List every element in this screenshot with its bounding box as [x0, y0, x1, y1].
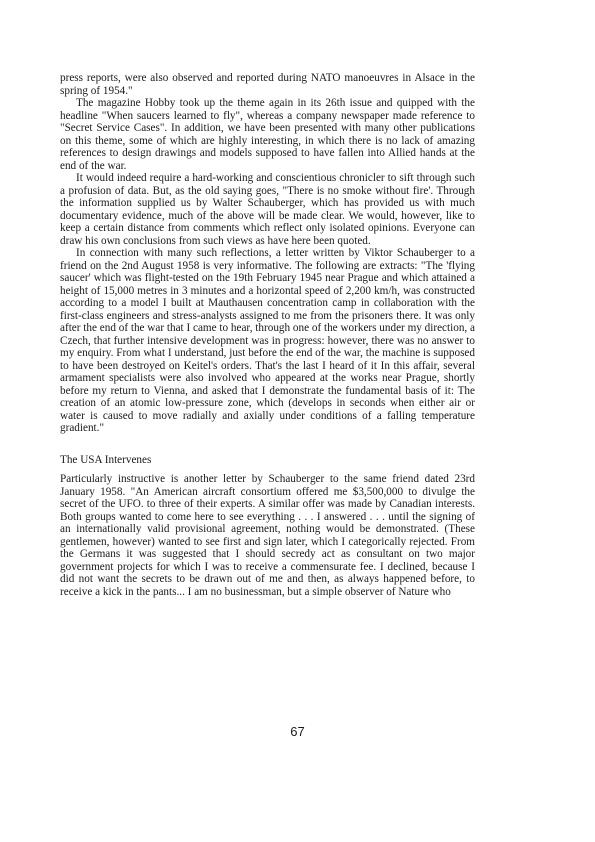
- paragraph-continuation: press reports, were also observed and reported during NATO manoeuvres in Alsace in the spring of 1954.": [60, 72, 475, 97]
- section-heading: The USA Intervenes: [60, 453, 152, 466]
- page-number: 67: [290, 724, 305, 739]
- paragraph-chronicler: It would indeed require a hard-working and conscientious chronicler to sift through such a profusion of data. But, as the old saying goes, "There is no smoke without fire'. Through the information supplied us by Walter Schauberger, which has provided us with much documentary evidence, much of the above will be made clear. We would, however, like to keep a certain distance from comments which reflect only isolated opinions. Everyone can draw his own conclusions from such views as have here been quoted.: [60, 172, 475, 247]
- paragraph-hobby-magazine: The magazine Hobby took up the theme again in its 26th issue and quipped with the headline "When saucers learned to fly", whereas a company newspaper made reference to "Secret Service Cases". In addition, we have been presented with many other publications on this theme, some of which are highly interesting, in which there is no lack of amazing references to design drawings and models supposed to have fallen into Allied hands at the end of the war.: [60, 97, 475, 172]
- paragraph-usa-intervenes: Particularly instructive is another letter by Schauberger to the same friend dated 23rd January 1958. "An American aircraft consortium offered me $3,500,000 to divulge the secret of the UFO. to three of their experts. A similar offer was made by Canadian interests. Both groups wanted to come here to see everything . . . I answered . . . until the signing of an internationally valid provisional agreement, nothing would be demonstrated. (These gentlemen, however) wanted to see first and sign later, which I categorically rejected. From the Germans it was suggested that I should secredy act as consultant on two major government projects for which I was to receive a commensurate fee. I declined, because I did not want the secrets to be drawn out of me and then, as always happened before, to receive a kick in the pants... I am no businessman, but a simple observer of Nature who: [60, 473, 475, 598]
- paragraph-schauberger-letter: In connection with many such reflections, a letter written by Viktor Schauberger to a friend on the 2nd August 1958 is very informative. The following are extracts: "The 'flying saucer' which was flight-tested on the 19th February 1945 near Prague and which attained a height of 15,000 metres in 3 minutes and a horizontal speed of 2,200 km/h, was constructed according to a model I built at Mauthausen concentration camp in collaboration with the first-class engineers and stress-analysts assigned to me from the prisoners there. It was only after the end of the war that I came to hear, through one of the workers under my direction, a Czech, that further intensive development was in progress: however, there was no answer to my enquiry. From what I understand, just before the end of the war, the machine is supposed to have been destroyed on Keitel's orders. That's the last I heard of it In this affair, several armament specialists were also involved who appeared at the works near Prague, shortly before my return to Vienna, and asked that I demonstrate the fundamental basis of it: The creation of an atomic low-pressure zone, which (develops in seconds when either air or water is caused to move radially and axially under conditions of a falling temperature gradient.": [60, 247, 475, 434]
- page-body: [60, 72, 475, 598]
